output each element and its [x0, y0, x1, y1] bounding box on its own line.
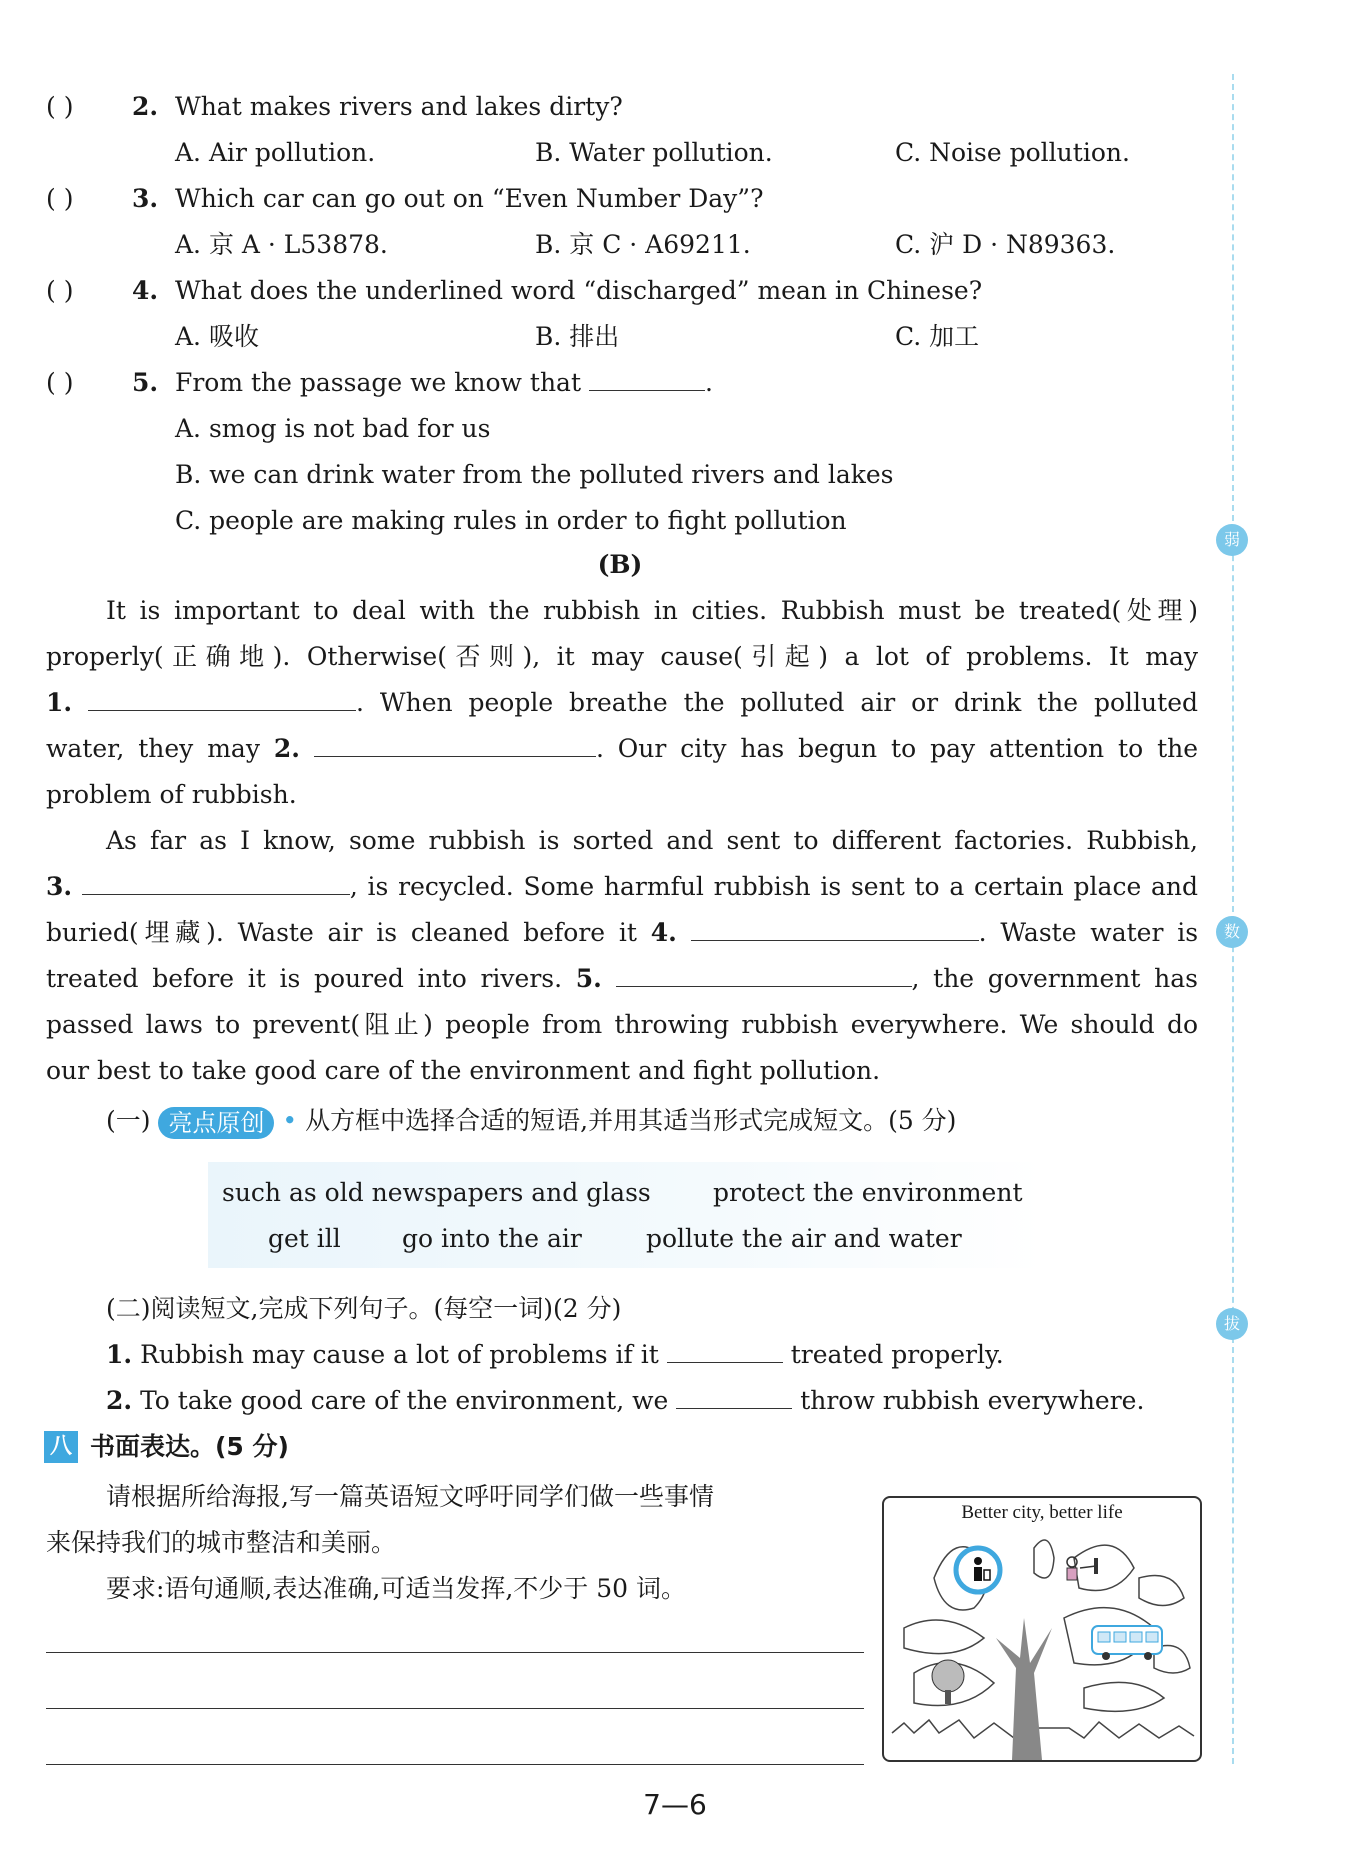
phrase-5: pollute the air and water — [646, 1224, 962, 1253]
poster — [882, 1496, 1202, 1762]
part2-s2-number: 2. — [106, 1386, 133, 1415]
section8-line-3: 要求:语句通顺,表达准确,可适当发挥,不少于 50 词。 — [106, 1574, 686, 1603]
part2-s2-blank[interactable] — [676, 1386, 792, 1409]
section8-line-1: 请根据所给海报,写一篇英语短文呼吁同学们做一些事情 — [106, 1482, 714, 1511]
q5-number: 5. — [132, 368, 159, 397]
blank-1[interactable] — [88, 688, 356, 711]
blank-5-number: 5. — [575, 964, 602, 993]
phrase-1: such as old newspapers and glass — [222, 1178, 651, 1207]
section-b-title: (B) — [597, 550, 643, 579]
bullet-dot-icon: • — [282, 1106, 298, 1135]
p2-line1: As far as I know, some rubbish is sorted and sent to different factories. Rubbish, — [106, 826, 1198, 855]
part2-sentence-2 — [106, 1386, 1144, 1416]
poster-title: Better city, better life — [961, 1502, 1123, 1523]
part2-instruction: (二)阅读短文,完成下列句子。(每空一词)(2 分) — [106, 1294, 622, 1323]
part2-s1-before: Rubbish may cause a lot of problems if it — [140, 1340, 659, 1369]
section8-badge: 八 — [44, 1431, 78, 1463]
part1-heading — [106, 1104, 956, 1139]
small-tree-icon — [932, 1660, 964, 1692]
phrase-2: protect the environment — [713, 1178, 1023, 1207]
part1-instruction: 从方框中选择合适的短语,并用其适当形式完成短文。(5 分) — [305, 1106, 957, 1135]
p2-line5: passed laws to prevent(阻止) people from throwing rubbish everywhere. We should do — [46, 1010, 1198, 1039]
q3-option-a: A. 京 A · L53878. — [175, 230, 388, 259]
part2-s1-after: treated properly. — [790, 1340, 1004, 1369]
q4-option-a: A. 吸收 — [175, 322, 259, 351]
q3-stem: Which car can go out on “Even Number Day”? — [175, 184, 764, 213]
q2-option-a: A. Air pollution. — [175, 138, 376, 167]
section8-title: 书面表达。(5 分) — [90, 1432, 289, 1461]
q3-option-b: B. 京 C · A69211. — [535, 230, 751, 259]
q5-stem-end: . — [704, 368, 713, 397]
blank-4-number: 4. — [650, 918, 677, 947]
p2-line6: our best to take good care of the environment and fight pollution. — [46, 1056, 881, 1085]
blank-4[interactable] — [691, 918, 979, 941]
p1-line5: problem of rubbish. — [46, 780, 297, 809]
q5-blank[interactable] — [589, 368, 705, 391]
q2-number: 2. — [132, 92, 159, 121]
q5-option-a: A. smog is not bad for us — [175, 414, 491, 443]
tree-illustration — [884, 1498, 1200, 1760]
q3-option-c: C. 沪 D · N89363. — [895, 230, 1116, 259]
q2-option-b: B. Water pollution. — [535, 138, 773, 167]
phrase-3: get ill — [268, 1224, 341, 1253]
q2-paren[interactable]: ( ) — [46, 92, 74, 121]
q5-option-b: B. we can drink water from the polluted rivers and lakes — [175, 460, 894, 489]
p1-line2: properly(正确地). Otherwise(否则), it may cause(引起) a lot of problems. It may — [46, 642, 1198, 671]
p1-line4-end: . Our city has begun to pay attention to the — [595, 734, 1199, 763]
blank-1-number: 1. — [46, 688, 73, 717]
p1-line3-text: . When people breathe the polluted air or drink the polluted — [356, 688, 1198, 717]
p1-line4 — [46, 726, 1198, 772]
q2-option-c: C. Noise pollution. — [895, 138, 1130, 167]
section8-line-2: 来保持我们的城市整洁和美丽。 — [46, 1528, 397, 1557]
q3-paren[interactable]: ( ) — [46, 184, 74, 213]
p1-line3 — [46, 680, 1198, 726]
part2-s2-before: To take good care of the environment, we — [140, 1386, 669, 1415]
p2-line4-text: treated before it is poured into rivers. — [46, 964, 563, 993]
p2-line2-text: , is recycled. Some harmful rubbish is sent to a certain place and — [349, 872, 1198, 901]
q4-paren[interactable]: ( ) — [46, 276, 74, 305]
part2-s1-number: 1. — [106, 1340, 133, 1369]
side-tab-1: 弱 — [1216, 524, 1248, 556]
p2-line3 — [46, 910, 1198, 956]
answer-line-3[interactable] — [46, 1764, 864, 1765]
part2-s1-blank[interactable] — [667, 1340, 783, 1363]
q5-paren[interactable]: ( ) — [46, 368, 74, 397]
part2-sentence-1 — [106, 1340, 1004, 1370]
page-number: 7—6 — [643, 1788, 707, 1821]
passage-b — [46, 588, 1198, 1094]
blank-5[interactable] — [616, 964, 912, 987]
q4-number: 4. — [132, 276, 159, 305]
blank-3[interactable] — [82, 872, 350, 895]
part1-label: (一) — [106, 1106, 151, 1135]
phrase-4: go into the air — [402, 1224, 582, 1253]
q4-option-c: C. 加工 — [895, 322, 980, 351]
q5-stem — [175, 368, 713, 398]
p2-line2 — [46, 864, 1198, 910]
p1-line4-text: water, they may — [46, 734, 260, 763]
p1-line1: It is important to deal with the rubbish in cities. Rubbish must be treated(处理) — [106, 596, 1198, 625]
p2-line3-end: . Waste water is — [978, 918, 1199, 947]
p2-line3-text: buried(埋藏). Waste air is cleaned before it — [46, 918, 637, 947]
side-tab-2: 数 — [1216, 916, 1248, 948]
q2-stem: What makes rivers and lakes dirty? — [175, 92, 623, 121]
answer-line-1[interactable] — [46, 1652, 864, 1653]
p2-line4 — [46, 956, 1198, 1002]
blank-2-number: 2. — [273, 734, 300, 763]
part2-s2-after: throw rubbish everywhere. — [800, 1386, 1145, 1415]
q4-option-b: B. 排出 — [535, 322, 620, 351]
answer-line-2[interactable] — [46, 1708, 864, 1709]
q3-number: 3. — [132, 184, 159, 213]
p2-line4-end: , the government has — [911, 964, 1198, 993]
blank-2[interactable] — [314, 734, 596, 757]
blank-3-number: 3. — [46, 872, 73, 901]
q5-stem-text: From the passage we know that — [175, 368, 581, 397]
side-tab-3: 拔 — [1216, 1308, 1248, 1340]
q4-stem: What does the underlined word “discharged” mean in Chinese? — [175, 276, 983, 305]
q5-option-c: C. people are making rules in order to fight pollution — [175, 506, 847, 535]
part1-badge: 亮点原创 — [158, 1107, 274, 1139]
